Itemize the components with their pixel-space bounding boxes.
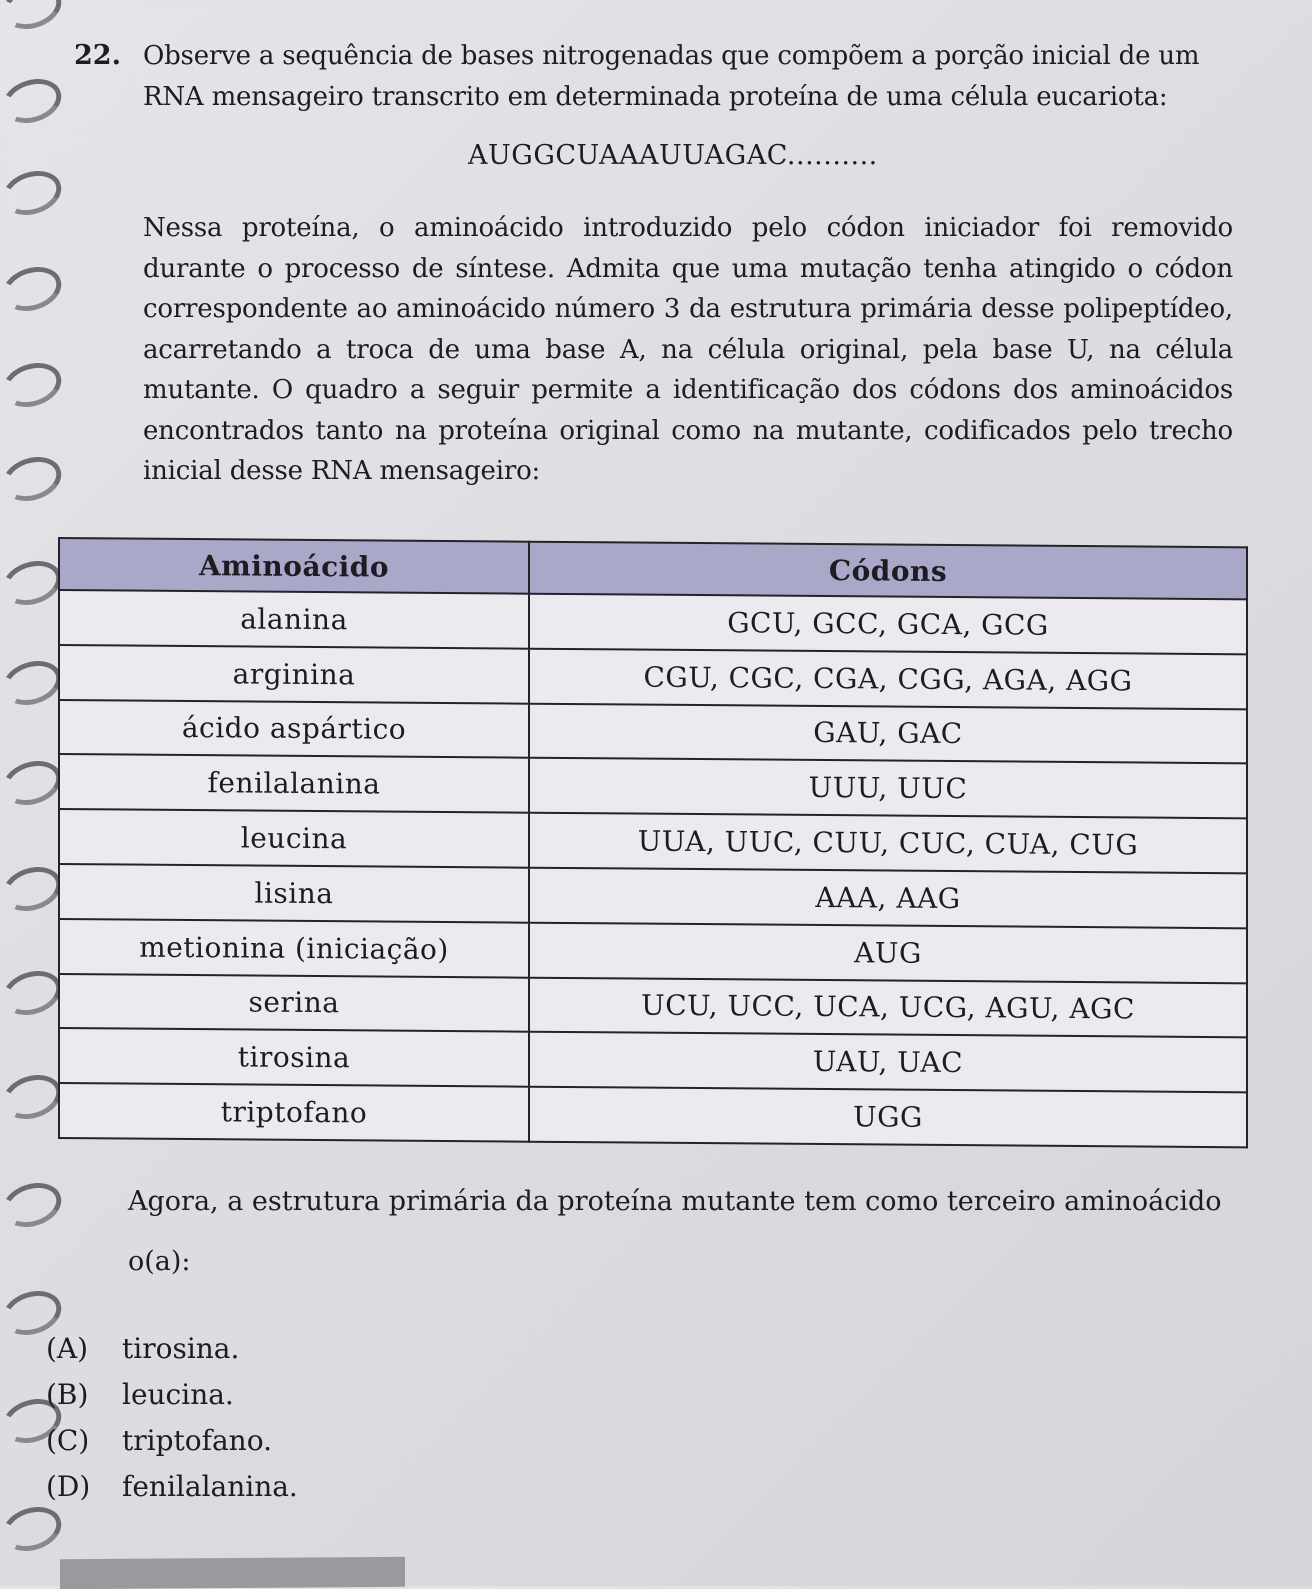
option-text: leucina. [122, 1378, 234, 1411]
table-header-row [59, 538, 1247, 599]
option-letter: (A) [46, 1332, 89, 1365]
aminoacid-cell: metionina (iniciação) [59, 919, 529, 977]
codons-cell: GAU, GAC [529, 703, 1247, 763]
option-letter: (D) [46, 1470, 91, 1503]
header-aminoacid: Aminoácido [59, 538, 529, 594]
codons-cell: AUG [529, 922, 1247, 982]
codons-cell: UCU, UCC, UCA, UCG, AGU, AGC [529, 977, 1247, 1037]
aminoacid-cell: alanina [59, 590, 529, 648]
codons-cell: UAU, UAC [529, 1032, 1247, 1092]
answer-options [46, 1326, 298, 1510]
codons-cell: UGG [529, 1087, 1247, 1147]
question-intro: Observe a sequência de bases nitrogenadas que compõem a porção inicial de um RNA mensageiro transcrito em determinada proteína de uma célula eucariota: [143, 41, 1200, 112]
table-row [59, 1083, 1247, 1147]
option-letter: (B) [46, 1378, 89, 1411]
aminoacid-cell: lisina [59, 864, 529, 922]
table-row [59, 919, 1247, 983]
option-text: triptofano. [122, 1424, 272, 1457]
codon-table [58, 537, 1248, 1148]
rna-sequence: AUGGCUAAAUUAGAC.......... [468, 140, 878, 171]
codons-cell: CGU, CGC, CGA, CGG, AGA, AGG [529, 648, 1247, 708]
aminoacid-cell: arginina [59, 645, 529, 703]
aminoacid-cell: leucina [59, 809, 529, 867]
table-row [59, 864, 1247, 928]
option-letter: (C) [46, 1424, 90, 1457]
aminoacid-cell: ácido aspártico [59, 700, 529, 758]
option-text: tirosina. [122, 1332, 240, 1365]
aminoacid-cell: fenilalanina [59, 754, 529, 812]
question-body: Nessa proteína, o aminoácido introduzido pelo códon iniciador foi removido durante o processo de síntese. Admita que uma mutação tenha atingido o códon correspondente ao aminoácido número 3 da estrutura primária desse polipeptídeo, acarretando a troca de uma base A, na célula original, pela base U, na célula mutante. O quadro a seguir permite a identificação dos códons dos aminoácidos encontrados tanto na proteína original como na mutante, codificados pelo trecho inicial desse RNA mensageiro: [143, 213, 1233, 486]
option-c[interactable] [46, 1418, 298, 1464]
codon-table-wrapper [58, 537, 1248, 1148]
table-row [59, 809, 1247, 873]
codons-cell: AAA, AAG [529, 868, 1247, 928]
table-row [59, 700, 1247, 764]
codons-cell: UUA, UUC, CUU, CUC, CUA, CUG [529, 813, 1247, 873]
page-edge-shadow [60, 1557, 405, 1589]
question-prompt: Agora, a estrutura primária da proteína mutante tem como terceiro aminoácido o(a): [128, 1186, 1222, 1277]
option-d[interactable] [46, 1464, 298, 1510]
codons-cell: UUU, UUC [529, 758, 1247, 818]
header-codons: Códons [529, 542, 1247, 600]
table-row [59, 645, 1247, 709]
aminoacid-cell: serina [59, 974, 529, 1032]
table-row [59, 974, 1247, 1038]
table-row [59, 754, 1247, 818]
question-number: 22. [74, 40, 121, 71]
table-row [59, 1028, 1247, 1092]
option-text: fenilalanina. [122, 1470, 298, 1503]
option-a[interactable] [46, 1326, 298, 1372]
option-b[interactable] [46, 1372, 298, 1418]
table-row [59, 590, 1247, 654]
aminoacid-cell: triptofano [59, 1083, 529, 1142]
codons-cell: GCU, GCC, GCA, GCG [529, 594, 1247, 654]
aminoacid-cell: tirosina [59, 1028, 529, 1086]
